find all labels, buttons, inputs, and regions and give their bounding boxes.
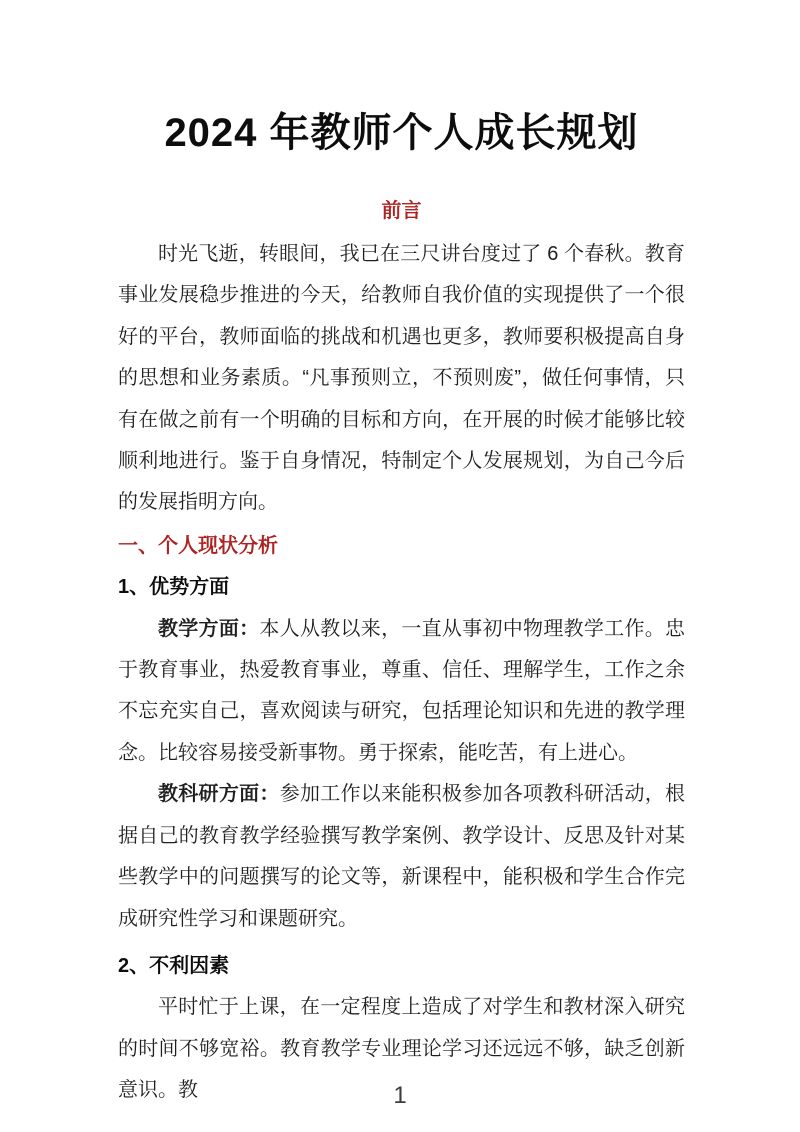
preface-heading: 前言: [381, 200, 422, 222]
doc-title: 2024 年教师个人成长规划: [164, 111, 639, 155]
page-number: 1: [393, 1082, 407, 1109]
research-paragraph-label: 教科研方面：: [158, 783, 280, 806]
teaching-paragraph-text: 本人从教以来，一直从事初中物理教学工作。忠于教育事业，热爱教育事业，尊重、信任、理解学生，工作之余不忘充实自己，喜欢阅读与研究，包括理论知识和先进的教学理念。比较容易接受新事物。勇于探索，能吃苦，有上进心。: [118, 617, 686, 764]
subsection-strengths-heading: 1、优势方面: [118, 576, 230, 599]
teaching-paragraph: [118, 609, 685, 775]
research-paragraph: [118, 774, 685, 940]
teaching-paragraph-label: 教学方面：: [158, 617, 260, 640]
preface-paragraph: 时光飞逝，转眼间，我已在三尺讲台度过了 6 个春秋。教育事业发展稳步推进的今天，给教师自我价值的实现提供了一个很好的平台，教师面临的挑战和机遇也更多，教师要积极提高自身的思想和业务素质。“凡事预则立，不预则废”，做任何事情，只有在做之前有一个明确的目标和方向，在开展的时候才能够比较顺利地进行。鉴于自身情况，特制定个人发展规划，为自己今后的发展指明方向。: [118, 243, 685, 514]
section-analysis-heading: 一、个人现状分析: [118, 534, 278, 557]
subsection-weaknesses-heading: 2、不利因素: [118, 954, 230, 977]
research-paragraph-text: 参加工作以来能积极参加各项教科研活动，根据自己的教育教学经验撰写教学案例、教学设计、反思及针对某些教学中的问题撰写的论文等，新课程中，能积极和学生合作完成研究性学习和课题研究。: [118, 783, 686, 930]
weaknesses-paragraph: 平时忙于上课，在一定程度上造成了对学生和教材深入研究的时间不够宽裕。教育教学专业理论学习还远远不够，缺乏创新意识。教: [118, 996, 685, 1102]
